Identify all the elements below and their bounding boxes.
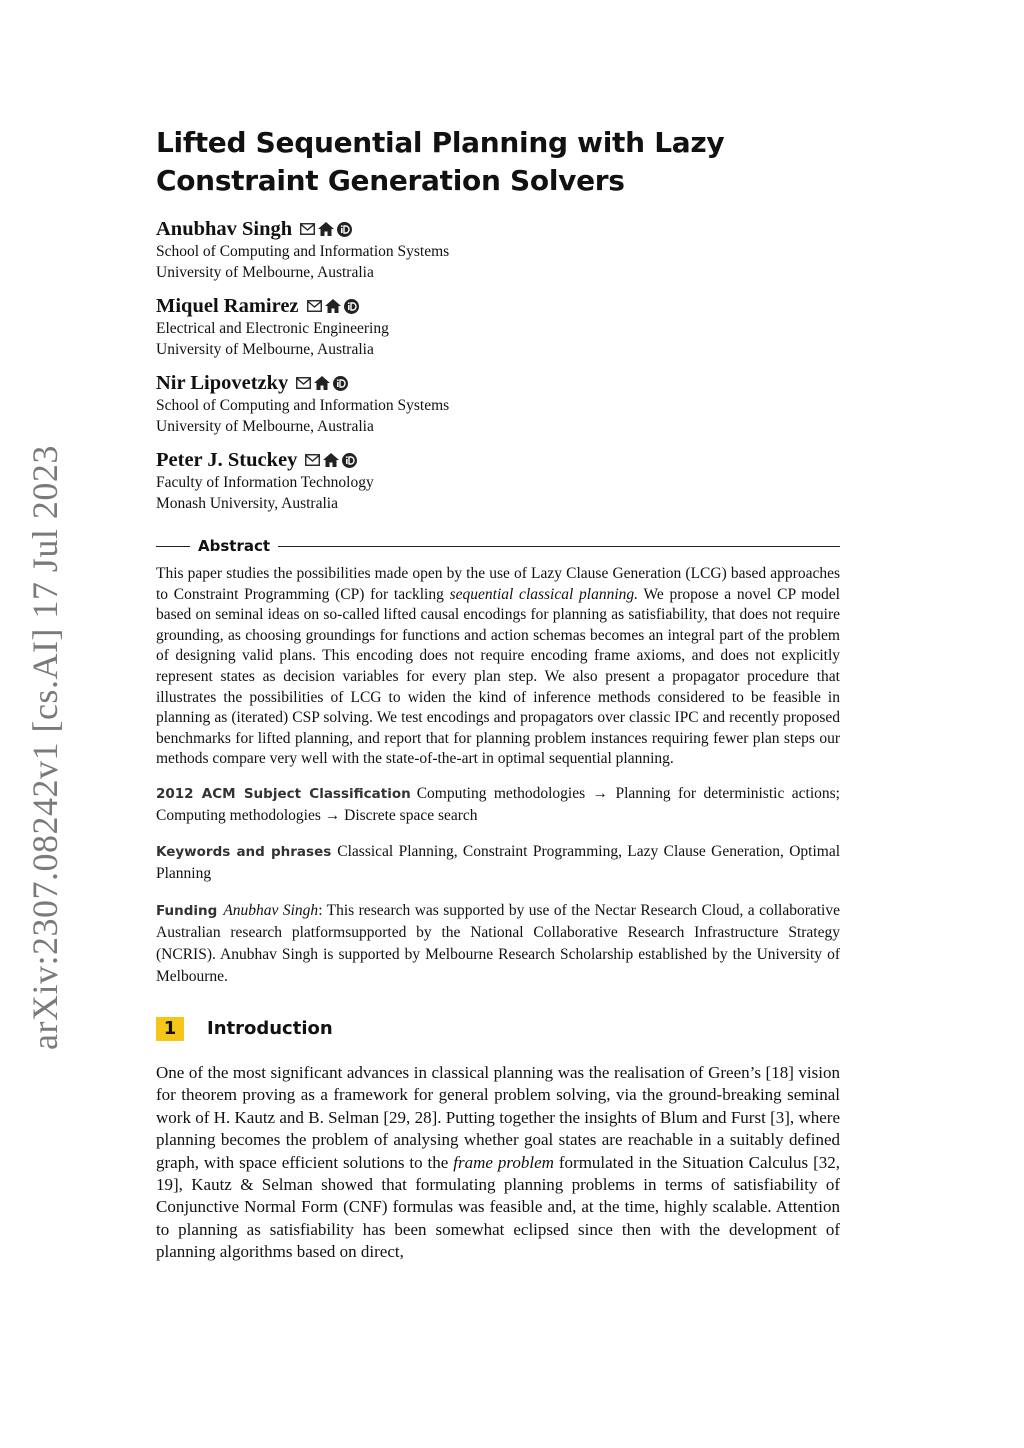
keywords-label: Keywords and phrases [156,843,332,860]
funding-author: Anubhav Singh [223,901,319,919]
envelope-icon[interactable] [300,223,315,235]
author-name: Miquel Ramirez [156,295,299,317]
section-number: 1 [156,1017,184,1041]
abstract-part: We propose a novel CP model based on seminal ideas on so-called lifted causal encodings for planning as satisfiability, that does not require grounding, as choosing groundings for functions and action schemas becomes an integral part of the problem of designing valid plans. This encoding does not require encoding frame axioms, and does not explicitly represent states as decision variables for every plan step. We also present a propagator procedure that illustrates the possibilities of LCG to widen the kind of inference methods considered to be feasible in planning as (iterated) CSP solving. We test encodings and propagators over classic IPC and recently proposed benchmarks for lifted planning, and report that for planning problem instances requiring fewer plan steps our methods compare very well with the state-of-the-art in optimal sequential planning. [156,585,840,768]
funding-text: : This research was supported by use of the Nectar Research Cloud, a collaborative Australian research platformsupported by the National Collaborative Research Infrastructure Strategy (NCRIS). Anubhav Singh is supported by Melbourne Research Scholarship established by the University of Melbourne. [156,901,840,985]
acm-text: Computing methodologies → Planning for deterministic actions; Computing methodologies → Discrete space search [156,784,840,824]
author-affiliation: Faculty of Information Technology [156,474,374,491]
home-icon[interactable] [314,376,330,390]
orcid-icon[interactable] [344,299,359,314]
funding-label: Funding [156,902,218,919]
author-affiliation: School of Computing and Information Systems [156,397,450,414]
arxiv-identifier-stamp: arXiv:2307.08242v1 [cs.AI] 17 Jul 2023 [25,445,65,1050]
author-affiliation: University of Melbourne, Australia [156,263,374,281]
author-affiliation: School of Computing and Information Systems [156,243,450,260]
home-icon[interactable] [325,299,341,313]
paper-page [156,124,840,1264]
home-icon[interactable] [323,453,339,467]
author-name: Nir Lipovetzky [156,372,289,394]
keywords-text: Classical Planning, Constraint Programming, Lazy Clause Generation, Optimal Planning [156,842,841,882]
abstract-emphasis: sequential classical planning. [449,585,639,603]
keywords [156,841,840,884]
author-block [156,370,840,437]
home-icon[interactable] [318,222,334,236]
orcid-icon[interactable] [333,376,348,391]
abstract-label: Abstract [198,537,271,555]
introduction-paragraph [156,1062,840,1264]
body-part: formulated in the Situation Calculus [32, 19], Kautz & Selman showed that formulating planning problems in terms of satisfiability of Conjunctive Normal Form (CNF) formulas was feasible and, at the time, highly scalable. Attention to planning as satisfiability has been somewhat eclipsed since then with the development of planning algorithms based on direct, [156,1152,840,1262]
envelope-icon[interactable] [296,377,311,389]
section-heading [156,1016,840,1042]
abstract-rule-left [156,546,190,547]
orcid-icon[interactable] [337,222,352,237]
body-part: One of the most significant advances in classical planning was the realisation of Green’s [18] vision for theorem proving as a framework for general problem solving, via the ground-breaking seminal work of H. Kautz and B. Selman [29, 28]. Putting together the insights of Blum and Furst [3], where planning becomes the problem of analysing whether goal states are reachable in a suitably defined graph, with space efficient solutions to the [156,1062,840,1172]
envelope-icon[interactable] [305,454,320,466]
author-block [156,293,840,360]
author-affiliation: Monash University, Australia [156,494,338,512]
author-affiliation: Electrical and Electronic Engineering [156,320,389,337]
funding [156,900,840,988]
author-name: Peter J. Stuckey [156,449,298,471]
abstract-rule-right [278,546,840,547]
author-block [156,216,840,283]
author-name: Anubhav Singh [156,218,293,240]
abstract-text [156,564,840,770]
envelope-icon[interactable] [307,300,322,312]
body-emphasis: frame problem [453,1152,554,1172]
acm-classification [156,783,840,826]
author-list [156,216,840,514]
acm-label: 2012 ACM Subject Classification [156,785,411,802]
author-affiliation: University of Melbourne, Australia [156,417,374,435]
author-affiliation: University of Melbourne, Australia [156,340,374,358]
abstract-part: This paper studies the possibilities made open by the use of Lazy Clause Generation (LCG) based approaches to Constraint Programming (CP) for tackling [156,565,840,603]
section-title: Introduction [207,1018,333,1040]
orcid-icon[interactable] [342,453,357,468]
author-block [156,447,840,514]
abstract-heading [156,536,840,556]
paper-title: Lifted Sequential Planning with Lazy Constraint Generation Solvers [156,126,725,197]
